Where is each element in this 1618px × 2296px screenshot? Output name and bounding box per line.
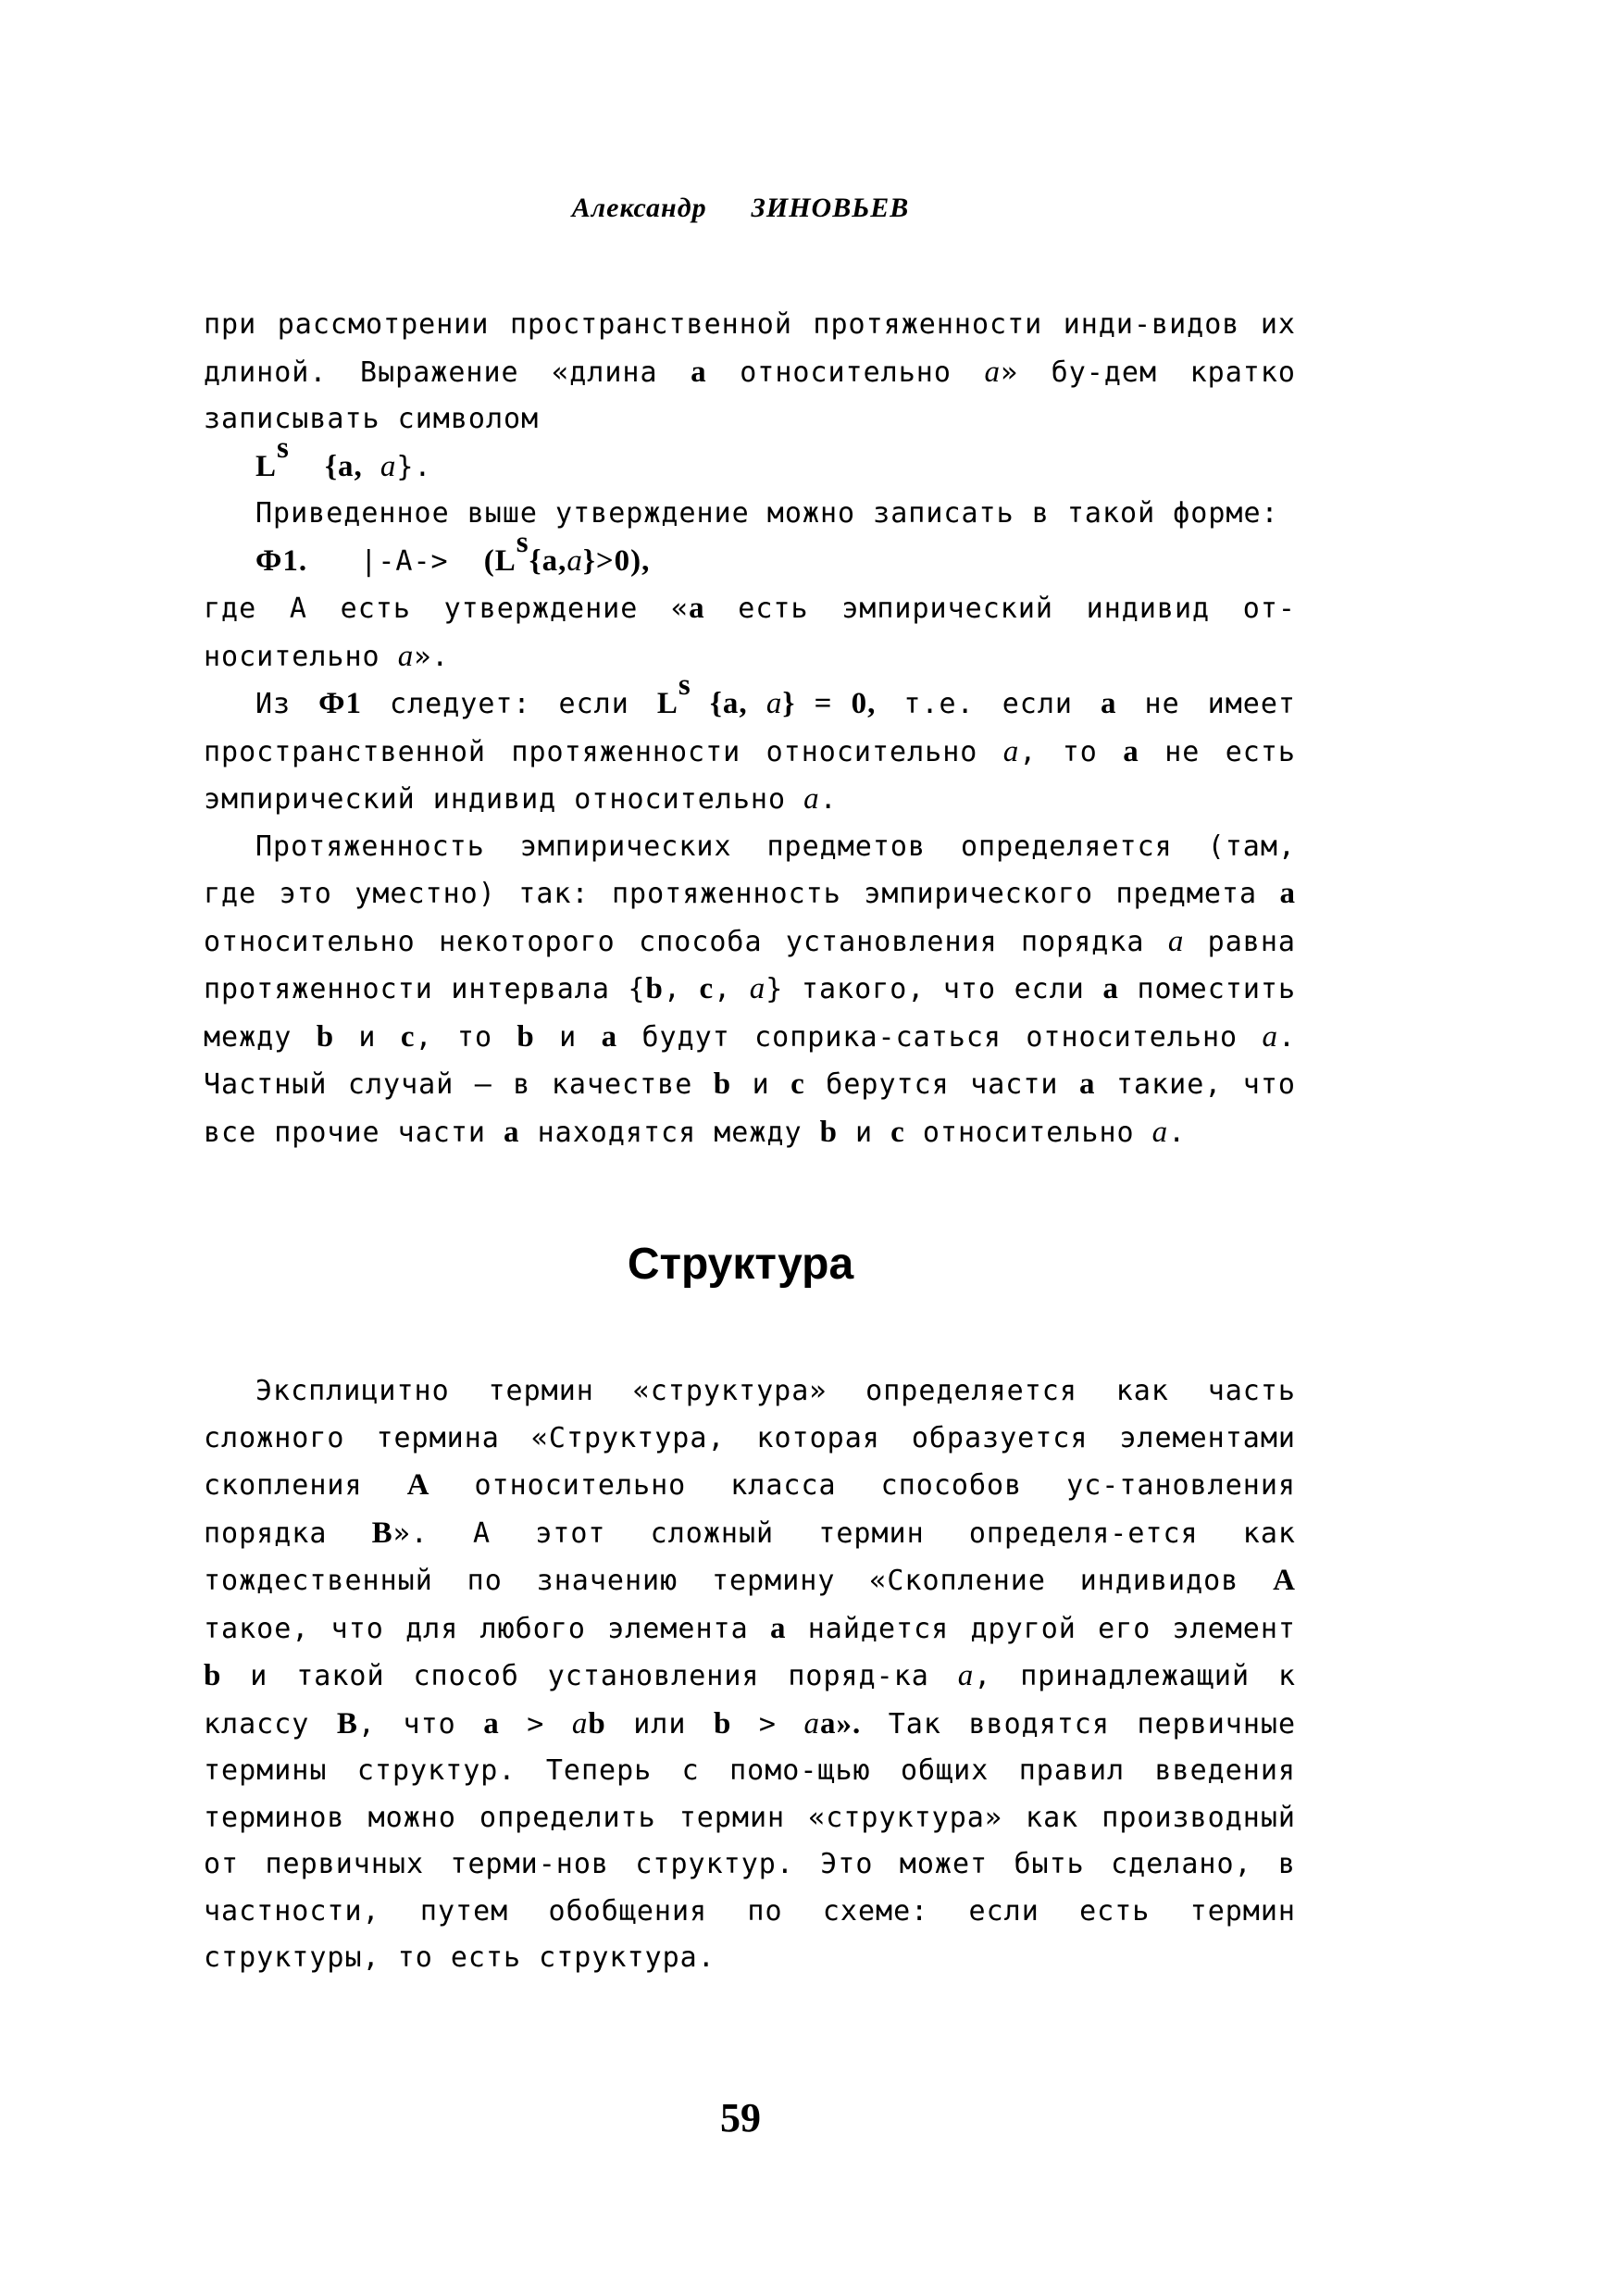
formula-length: $L^s$ {a, a}.	[255, 430, 432, 483]
paragraph: Эксплицитно термин «структура» определяется как часть сложного термина «Структура, которая образуется элементами скопления A относительно класса способов ус-тановления порядка B». А этот сложный термин определя-ется как тождественный по значению термину «Скопление индивидов A такое, что для любого элемента a найдется другой его элемент b и такой способ установления поряд-ка a, принадлежащий к классу B, что a > ab или b > aa». Так вводятся первичные термины структур. Теперь с помо-щью общих правил введения терминов можно определить термин «структура» как производный от первичных терми-нов структур. Это может быть сделано, в частности, путем обобщения по схеме: если есть термин структуры, то есть структура.	[204, 1375, 1297, 1974]
section-heading: Структура	[627, 1240, 854, 1289]
paragraph: Из Ф1 следует: если $L^s$ {a, a} = 0, т.е. если a не имеет пространственной протяженности относительно a, то a не есть эмпирический индивид относительно a.	[204, 668, 1296, 816]
text-block-top	[204, 302, 1296, 1156]
author-first-name: Александр	[571, 193, 707, 223]
author-last-name: ЗИНОВЬЕВ	[751, 193, 910, 223]
paragraph: где А есть утверждение «a есть эмпирический индивид от-носительно a».	[204, 592, 1296, 673]
running-head	[0, 193, 1481, 224]
formula-f1: Ф1. $|-А-> (L^s\{a,a\}>0)$,	[255, 525, 651, 578]
paragraph: Протяженность эмпирических предметов определяется (там, где это уместно) так: протяженность эмпирического предмета a относительно некоторого способа установления порядка a равна протяженности интервала {b, c, a} такого, что если a поместить между b и c, то b и a будут соприка-саться относительно a. Частный случай — в качестве b и c берутся части a такие, что все прочие части a находятся между b и c относительно a.	[204, 830, 1297, 1149]
page-number: 59	[720, 2095, 761, 2140]
paragraph: при рассмотрении пространственной протяженности инди-видов их длиной. Выражение «длина a относительно a» бу-дем кратко записывать символом	[204, 308, 1296, 435]
paragraph: Приведенное выше утверждение можно записать в такой форме:	[255, 497, 1279, 530]
text-block-bottom	[204, 1368, 1296, 1982]
